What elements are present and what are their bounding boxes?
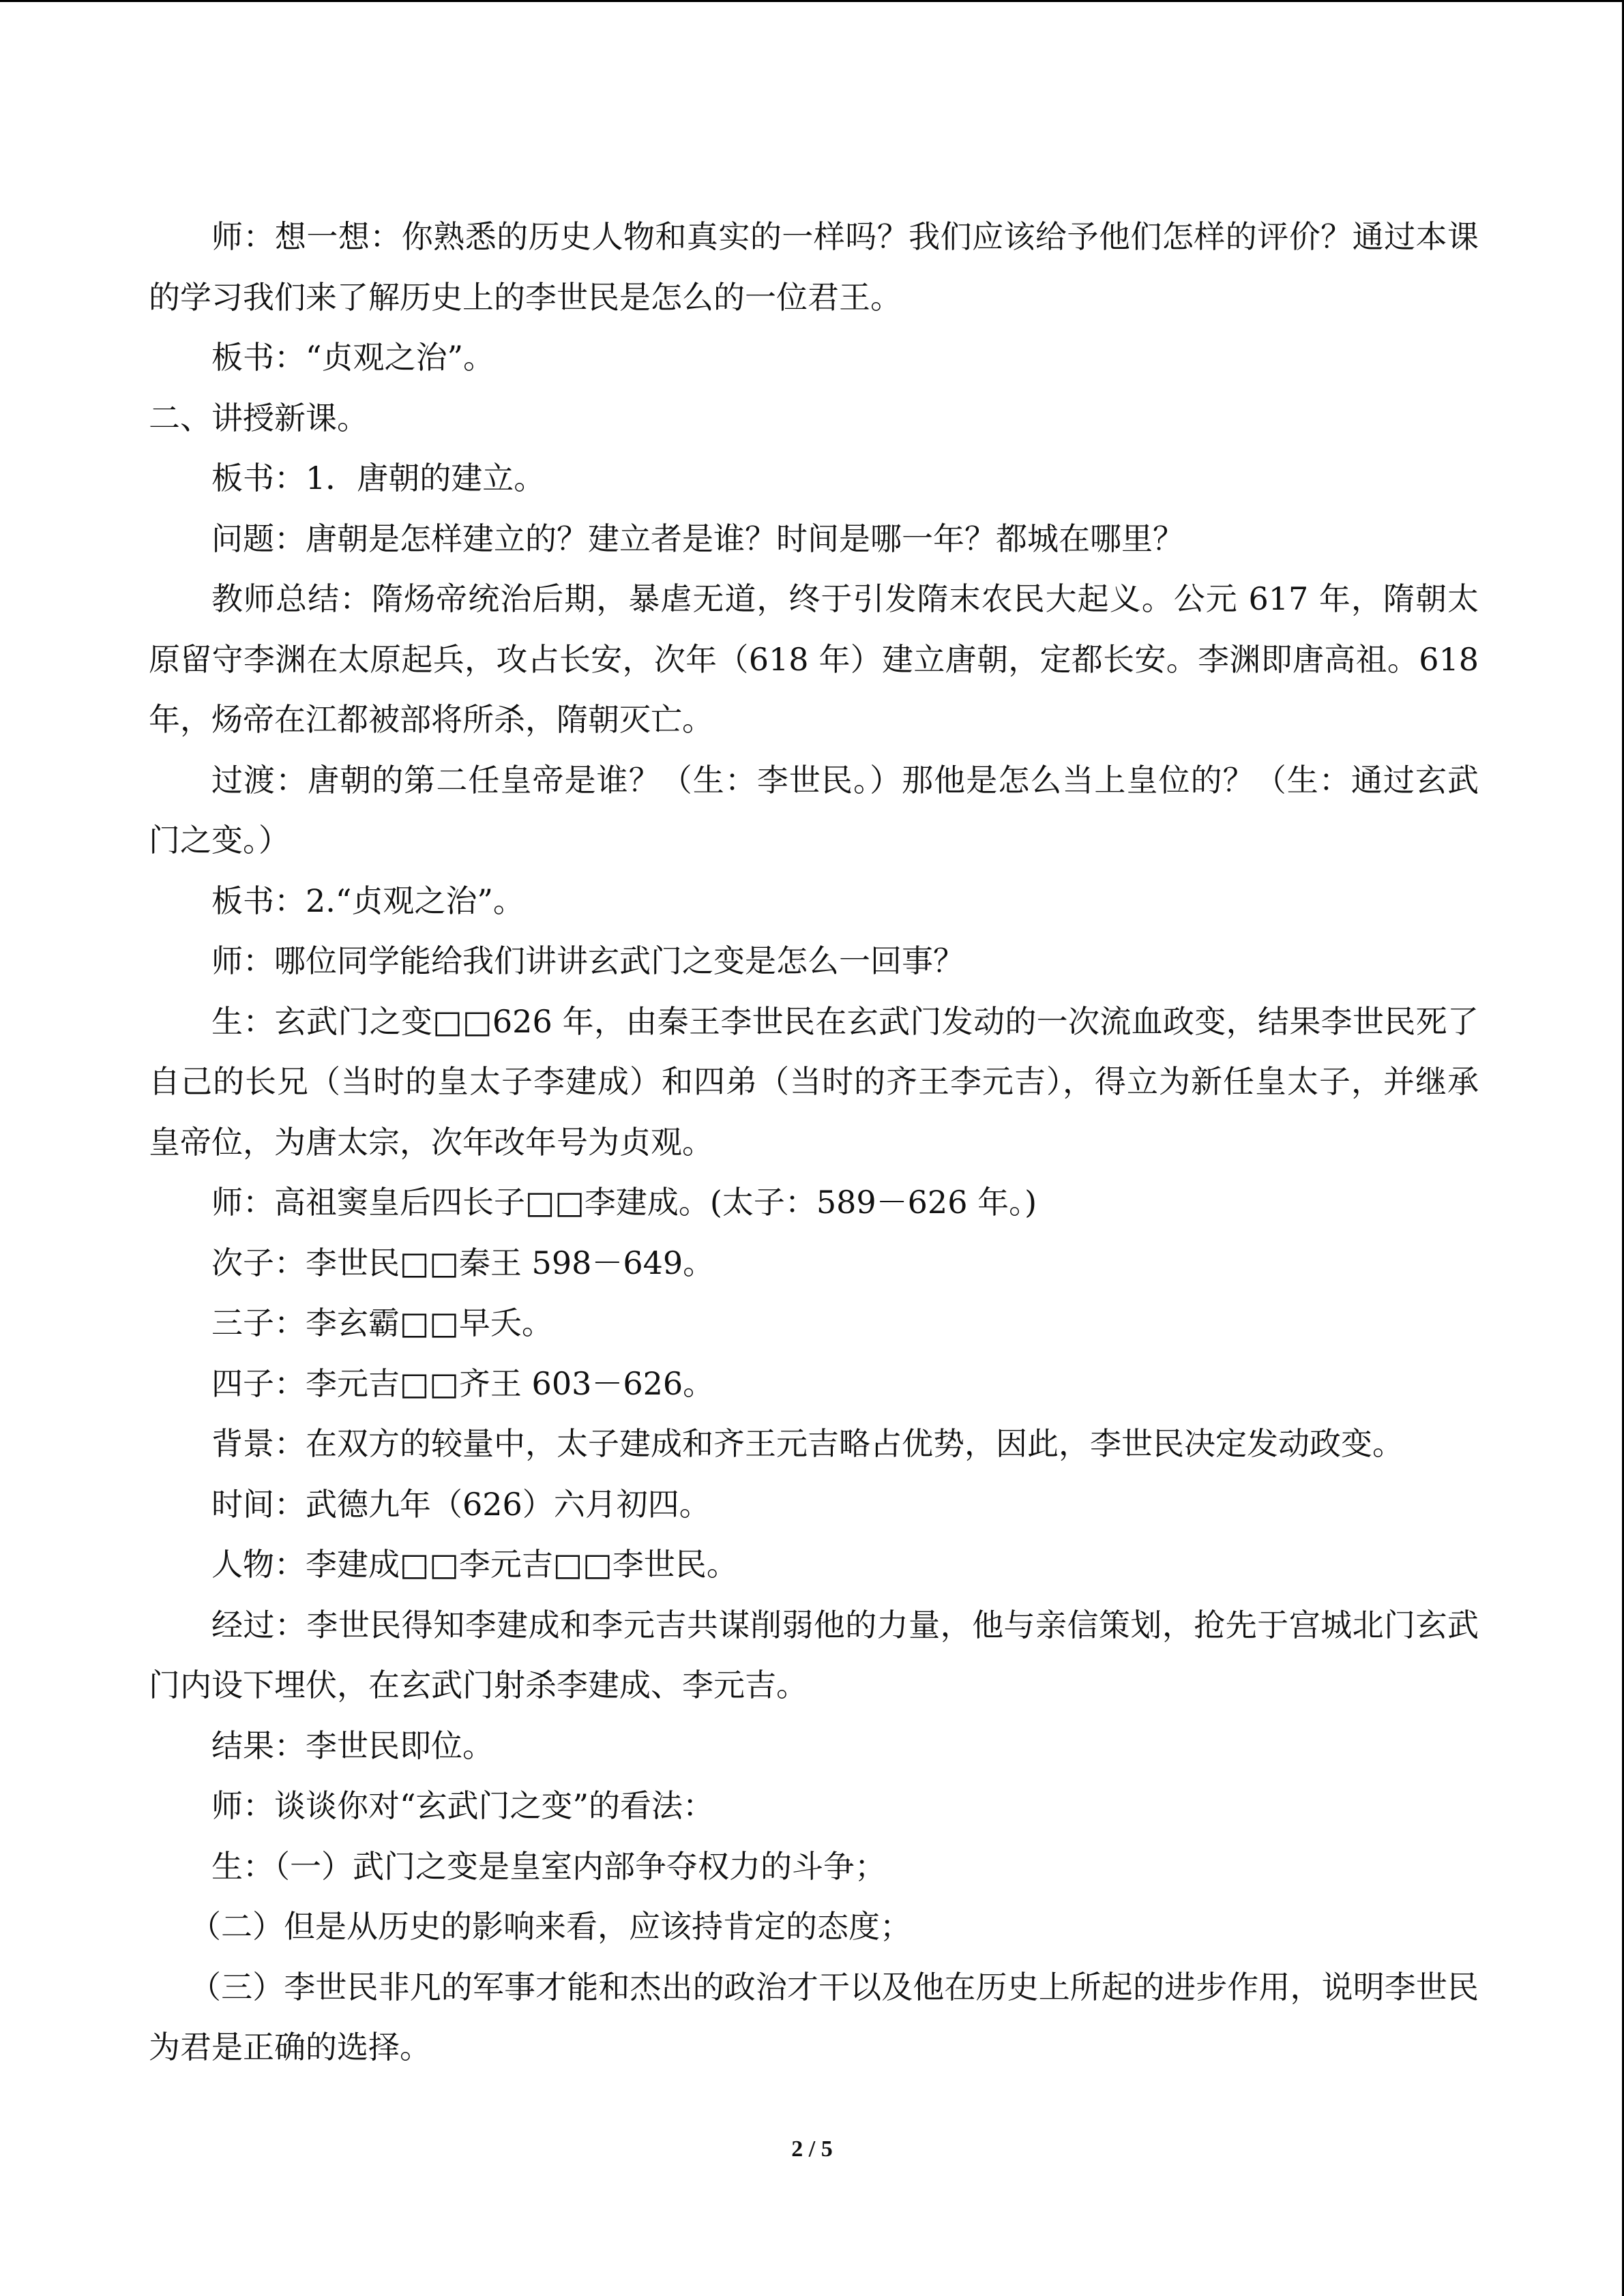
paragraph-view-1: 生：（一）武门之变是皇室内部争夺权力的斗争；: [211, 1847, 886, 1885]
paragraph-view-3: （三）李世民非凡的军事才能和杰出的政治才干以及他在历史上所起的进步作用，说明李世民为君是正确的选择。: [149, 1968, 1479, 2066]
document-body: [149, 207, 1479, 2078]
paragraph-view-2: （二）但是从历史的影响来看，应该持肯定的态度；: [190, 1908, 911, 1945]
paragraph-student-answer: 生：玄武门之变□□626 年，由秦王李世民在玄武门发动的一次流血政变，结果李世民死了自己的长兄（当时的皇太子李建成）和四弟（当时的齐王李元吉），得立为新任皇太子，并继承皇帝位，为唐太宗，次年改年号为贞观。: [149, 1002, 1479, 1161]
paragraph-board-1: 板书：1．唐朝的建立。: [211, 460, 546, 496]
paragraph-discussion-prompt: 师：谈谈你对“玄武门之变”的看法：: [211, 1787, 715, 1824]
page-number: 2 / 5: [791, 2136, 833, 2162]
paragraph-background: 背景：在双方的较量中，太子建成和齐王元吉略占优势，因此，李世民决定发动政变。: [211, 1425, 1404, 1462]
paragraph-board-2: 板书：2.“贞观之治”。: [211, 882, 525, 919]
paragraph-teacher-intro: 师：想一想：你熟悉的历史人物和真实的一样吗？我们应该给予他们怎样的评价？通过本课的学习我们来了解历史上的李世民是怎么的一位君王。: [149, 218, 1479, 316]
paragraph-people: 人物：李建成□□李元吉□□李世民。: [211, 1546, 738, 1583]
paragraph-time: 时间：武德九年（626）六月初四。: [211, 1485, 711, 1523]
paragraph-teacher-summary: 教师总结：隋炀帝统治后期，暴虐无道，终于引发隋末农民大起义。公元 617 年，隋朝太原留守李渊在太原起兵，攻占长安，次年（618 年）建立唐朝，定都长安。李渊即唐高祖。618 年，炀帝在江都被部将所杀，隋朝灭亡。: [149, 580, 1479, 738]
paragraph-teacher-question: 师：哪位同学能给我们讲讲玄武门之变是怎么一回事？: [211, 942, 964, 979]
paragraph-board-title: 板书：“贞观之治”。: [211, 339, 495, 376]
paragraph-third-son: 三子：李玄霸□□早夭。: [211, 1304, 553, 1341]
paragraph-second-son: 次子：李世民□□秦王 598－649。: [211, 1244, 715, 1281]
paragraph-question: 问题：唐朝是怎样建立的？建立者是谁？时间是哪一年？都城在哪里？: [211, 520, 1184, 557]
paragraph-eldest-son: 师：高祖窦皇后四长子□□李建成。(太子：589－626 年。): [211, 1184, 1037, 1221]
paragraph-fourth-son: 四子：李元吉□□齐王 603－626。: [211, 1365, 715, 1402]
section-heading-new-lesson: 二、讲授新课。: [149, 399, 368, 436]
paragraph-result: 结果：李世民即位。: [211, 1727, 494, 1764]
paragraph-process: 经过：李世民得知李建成和李元吉共谋削弱他的力量，他与亲信策划，抢先于宫城北门玄武门内设下埋伏，在玄武门射杀李建成、李元吉。: [149, 1606, 1479, 1703]
paragraph-transition: 过渡：唐朝的第二任皇帝是谁？（生：李世民。）那他是怎么当上皇位的？（生：通过玄武门之变。）: [149, 761, 1479, 859]
